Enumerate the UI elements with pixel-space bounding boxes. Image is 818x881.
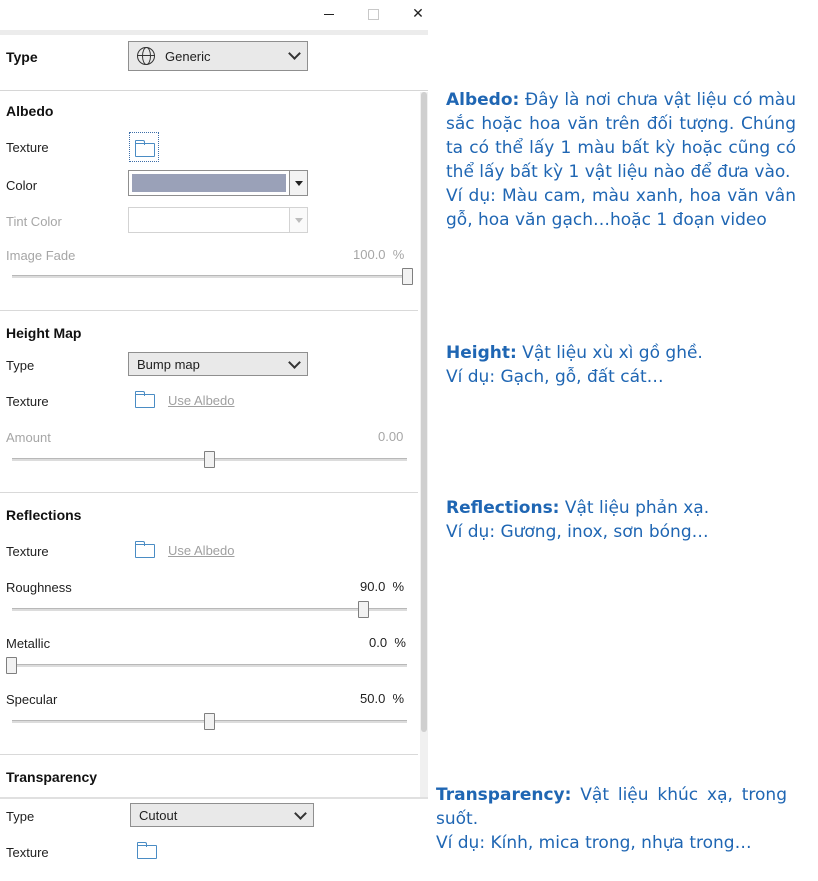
roughness-label: Roughness <box>6 580 72 595</box>
reflections-use-albedo-link[interactable]: Use Albedo <box>168 543 235 558</box>
vertical-scrollbar[interactable] <box>420 92 428 797</box>
height-note-term: Height: <box>446 343 517 363</box>
section-divider <box>0 492 418 493</box>
tint-color-label: Tint Color <box>6 214 62 229</box>
maximize-button[interactable] <box>361 3 385 25</box>
material-type-select[interactable] <box>128 41 308 71</box>
minimize-button[interactable] <box>317 3 341 25</box>
dropdown-arrow-icon <box>289 208 307 232</box>
transparency-type-select[interactable] <box>130 803 314 827</box>
slider-track <box>12 608 407 611</box>
folder-icon[interactable] <box>135 541 155 557</box>
slider-knob[interactable] <box>204 713 215 730</box>
roughness-slider[interactable] <box>12 601 407 619</box>
type-label: Type <box>6 49 38 65</box>
specular-label: Specular <box>6 692 58 707</box>
slider-track <box>12 275 413 278</box>
albedo-note-text: Đây là nơi chưa vật liệu có màu sắc hoặc hoa văn trên đối tượng. Chúng ta có thể lấy 1 màu bất kỳ hoặc cũng có thể lấy bất kỳ 1 vật liệu nào để đưa vào. <box>446 90 796 182</box>
folder-icon[interactable] <box>135 391 155 407</box>
height-type-label: Type <box>6 358 35 373</box>
image-fade-slider[interactable] <box>12 268 413 286</box>
transparency-note-example: Ví dụ: Kính, mica trong, nhựa trong… <box>436 833 752 853</box>
dropdown-arrow-icon[interactable] <box>289 171 307 195</box>
specular-value: 50.0 % <box>360 691 405 706</box>
height-use-albedo-link[interactable]: Use Albedo <box>168 393 235 408</box>
albedo-section-title: Albedo <box>6 103 54 119</box>
amount-slider[interactable] <box>12 451 407 469</box>
albedo-color-label: Color <box>6 178 38 193</box>
close-button[interactable] <box>406 3 430 25</box>
height-type-select[interactable] <box>128 352 308 376</box>
folder-icon <box>135 140 155 156</box>
panel-bottom-separator <box>0 797 428 799</box>
reflections-note-term: Reflections: <box>446 498 560 518</box>
height-note <box>446 341 796 389</box>
chevron-down-icon <box>288 47 301 60</box>
albedo-texture-button[interactable] <box>129 132 159 162</box>
height-note-text: Vật liệu xù xì gồ ghề. <box>516 343 703 363</box>
close-icon: ✕ <box>412 6 424 22</box>
slider-track <box>6 664 407 667</box>
reflections-texture-label: Texture <box>6 544 49 559</box>
reflections-note-example: Ví dụ: Gương, inox, sơn bóng… <box>446 522 709 542</box>
specular-slider[interactable] <box>12 713 407 731</box>
tint-color-picker <box>128 207 308 233</box>
globe-icon <box>137 47 155 65</box>
albedo-color-swatch <box>132 174 286 192</box>
chevron-down-icon <box>294 807 307 820</box>
metallic-value: 0.0 % <box>369 635 406 650</box>
height-type-value: Bump map <box>137 356 200 372</box>
amount-label: Amount <box>6 430 51 445</box>
image-fade-value: 100.0 % <box>353 247 405 262</box>
transparency-type-value: Cutout <box>139 807 178 823</box>
albedo-texture-label: Texture <box>6 140 49 155</box>
height-note-example: Ví dụ: Gạch, gỗ, đất cát… <box>446 367 664 387</box>
slider-knob[interactable] <box>6 657 17 674</box>
section-divider <box>0 310 418 311</box>
height-map-section-title: Height Map <box>6 325 82 341</box>
panel-top-strip <box>0 30 428 35</box>
albedo-color-picker[interactable] <box>128 170 308 196</box>
albedo-note-example: Ví dụ: Màu cam, màu xanh, hoa văn vân gỗ, hoa văn gạch…hoặc 1 đoạn video <box>446 186 796 230</box>
slider-knob[interactable] <box>358 601 369 618</box>
slider-knob[interactable] <box>204 451 215 468</box>
albedo-note-term: Albedo: <box>446 90 520 110</box>
reflections-section-title: Reflections <box>6 507 82 523</box>
metallic-label: Metallic <box>6 636 51 651</box>
transparency-type-label: Type <box>6 809 35 824</box>
transparency-note-text: Vật liệu khúc xạ, trong suốt. <box>436 785 787 829</box>
reflections-note-text: Vật liệu phản xạ. <box>559 498 710 518</box>
roughness-value: 90.0 % <box>360 579 405 594</box>
section-divider <box>0 754 418 755</box>
image-fade-label: Image Fade <box>6 248 76 263</box>
transparency-texture-label: Texture <box>6 845 49 860</box>
transparency-note <box>436 783 787 855</box>
transparency-note-term: Transparency: <box>436 785 572 805</box>
metallic-slider[interactable] <box>6 657 407 675</box>
scrollbar-thumb[interactable] <box>421 92 427 732</box>
chevron-down-icon <box>288 356 301 369</box>
material-panel <box>0 30 428 881</box>
title-bar <box>0 0 428 30</box>
height-texture-label: Texture <box>6 394 49 409</box>
reflections-note <box>446 496 796 544</box>
material-type-value: Generic <box>165 48 211 64</box>
transparency-section-title: Transparency <box>6 769 98 785</box>
slider-knob[interactable] <box>402 268 413 285</box>
folder-icon[interactable] <box>137 842 157 858</box>
albedo-note <box>446 88 796 232</box>
amount-value: 0.00 <box>378 429 404 444</box>
